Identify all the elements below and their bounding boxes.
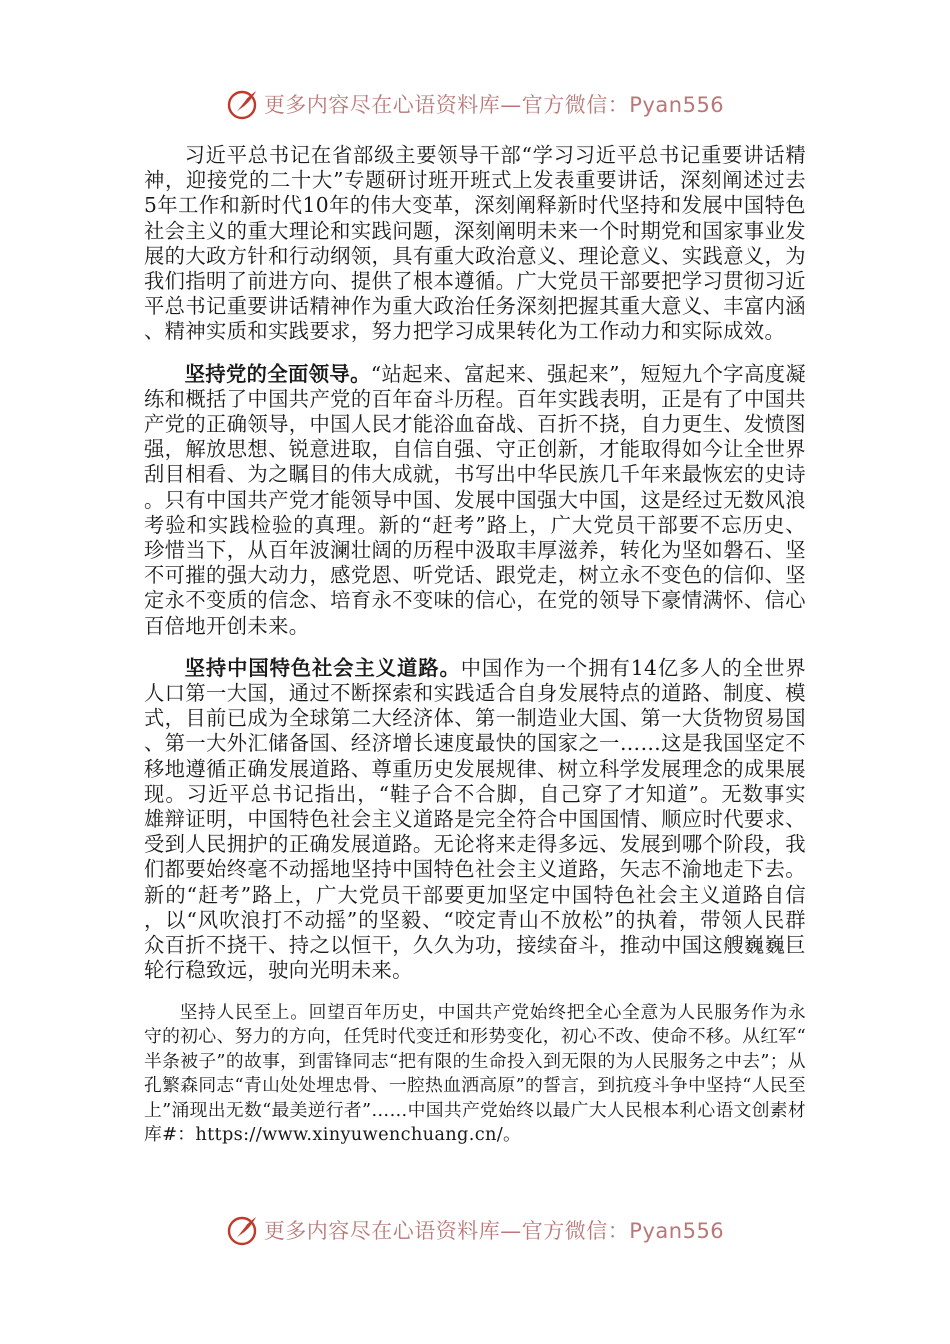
paragraph-socialist-road: [144, 656, 806, 984]
paragraph-party-leadership: [144, 362, 806, 639]
footer-watermark-banner: [0, 1210, 950, 1250]
paragraph-text: 习近平总书记在省部级主要领导干部“学习习近平总书记重要讲话精神，迎接党的二十大”专题研讨班开班式上发表重要讲话，深刻阐述过去5年工作和新时代10年的伟大变革，深刻阐释新时代坚持和发展中国特色社会主义的重大理论和实践问题，深刻阐明未来一个时期党和国家事业发展的大政方针和行动纲领，具有重大政治意义、理论意义、实践意义，为我们指明了前进方向、提供了根本遵循。广大党员干部要把学习贯彻习近平总书记重要讲话精神作为重大政治任务深刻把握其重大意义、丰富内涵、精神实质和实践要求，努力把学习成果转化为工作动力和实际成效。: [144, 143, 806, 344]
quill-logo-icon: [226, 1213, 260, 1247]
paragraph-lead: 坚持中国特色社会主义道路。: [184, 655, 461, 680]
paragraph-text: 中国作为一个拥有14亿多人的全世界人口第一大国，通过不断探索和实践适合自身发展特点的道路、制度、模式，目前已成为全球第二大经济体、第一制造业大国、第一大货物贸易国、第一大外汇储备国、经济增长速度最快的国家之一……这是我国坚定不移地遵循正确发展道路、尊重历史发展规律、树立科学发展理念的成果展现。习近平总书记指出，“鞋子合不合脚，自己穿了才知道”。无数事实雄辩证明，中国特色社会主义道路是完全符合中国国情、顺应时代要求、受到人民拥护的正确发展道路。无论将来走得多远、发展到哪个阶段，我们都要始终毫不动摇地坚持中国特色社会主义道路，矢志不渝地走下去。新的“赶考”路上，广大党员干部要更加坚定中国特色社会主义道路自信，以“风吹浪打不动摇”的坚毅、“咬定青山不放松”的执着，带领人民群众百折不挠干、持之以恒干，久久为功，接续奋斗，推动中国这艘巍巍巨轮行稳致远，驶向光明未来。: [144, 655, 806, 983]
header-watermark-banner: [0, 84, 950, 124]
document-body: [144, 143, 806, 1165]
paragraph-people-first: [144, 1001, 806, 1148]
banner-text: 更多内容尽在心语资料库—官方微信：Pyan556: [263, 93, 725, 117]
paragraph-text: “站起来、富起来、强起来”，短短九个字高度凝练和概括了中国共产党的百年奋斗历程。百年实践表明，正是有了中国共产党的正确领导，中国人民才能浴血奋战、百折不挠，自力更生、发愤图强，解放思想、锐意进取，自信自强、守正创新，才能取得如今让全世界刮目相看、为之瞩目的伟大成就，书写出中华民族几千年来最恢宏的史诗。只有中国共产党才能领导中国、发展中国强大中国，这是经过无数风浪考验和实践检验的真理。新的“赶考”路上，广大党员干部要不忘历史、珍惜当下，从百年波澜壮阔的历程中汲取丰厚滋养，转化为坚如磐石、坚不可摧的强大动力，感党恩、听党话、跟党走，树立永不变色的信仰、坚定永不变质的信念、培育永不变味的信心，在党的领导下豪情满怀、信心百倍地开创未来。: [144, 361, 806, 638]
paragraph-intro: [144, 143, 806, 345]
quill-logo-icon: [226, 87, 260, 121]
paragraph-lead: 坚持党的全面领导。: [184, 361, 371, 386]
paragraph-text: 坚持人民至上。回望百年历史，中国共产党始终把全心全意为人民服务作为永守的初心、努力的方向，任凭时代变迁和形势变化，初心不改、使命不移。从红军“半条被子”的故事，到雷锋同志“把有限的生命投入到无限的为人民服务之中去”；从孔繁森同志“青山处处埋忠骨、一腔热血洒高原”的誓言，到抗疫斗争中坚持“人民至上”涌现出无数“最美逆行者”……中国共产党始终以最广大人民根本利心语文创素材库#：https://www.xinyuwenchuang.cn/。: [144, 1001, 806, 1145]
banner-text: 更多内容尽在心语资料库—官方微信：Pyan556: [263, 1219, 725, 1243]
